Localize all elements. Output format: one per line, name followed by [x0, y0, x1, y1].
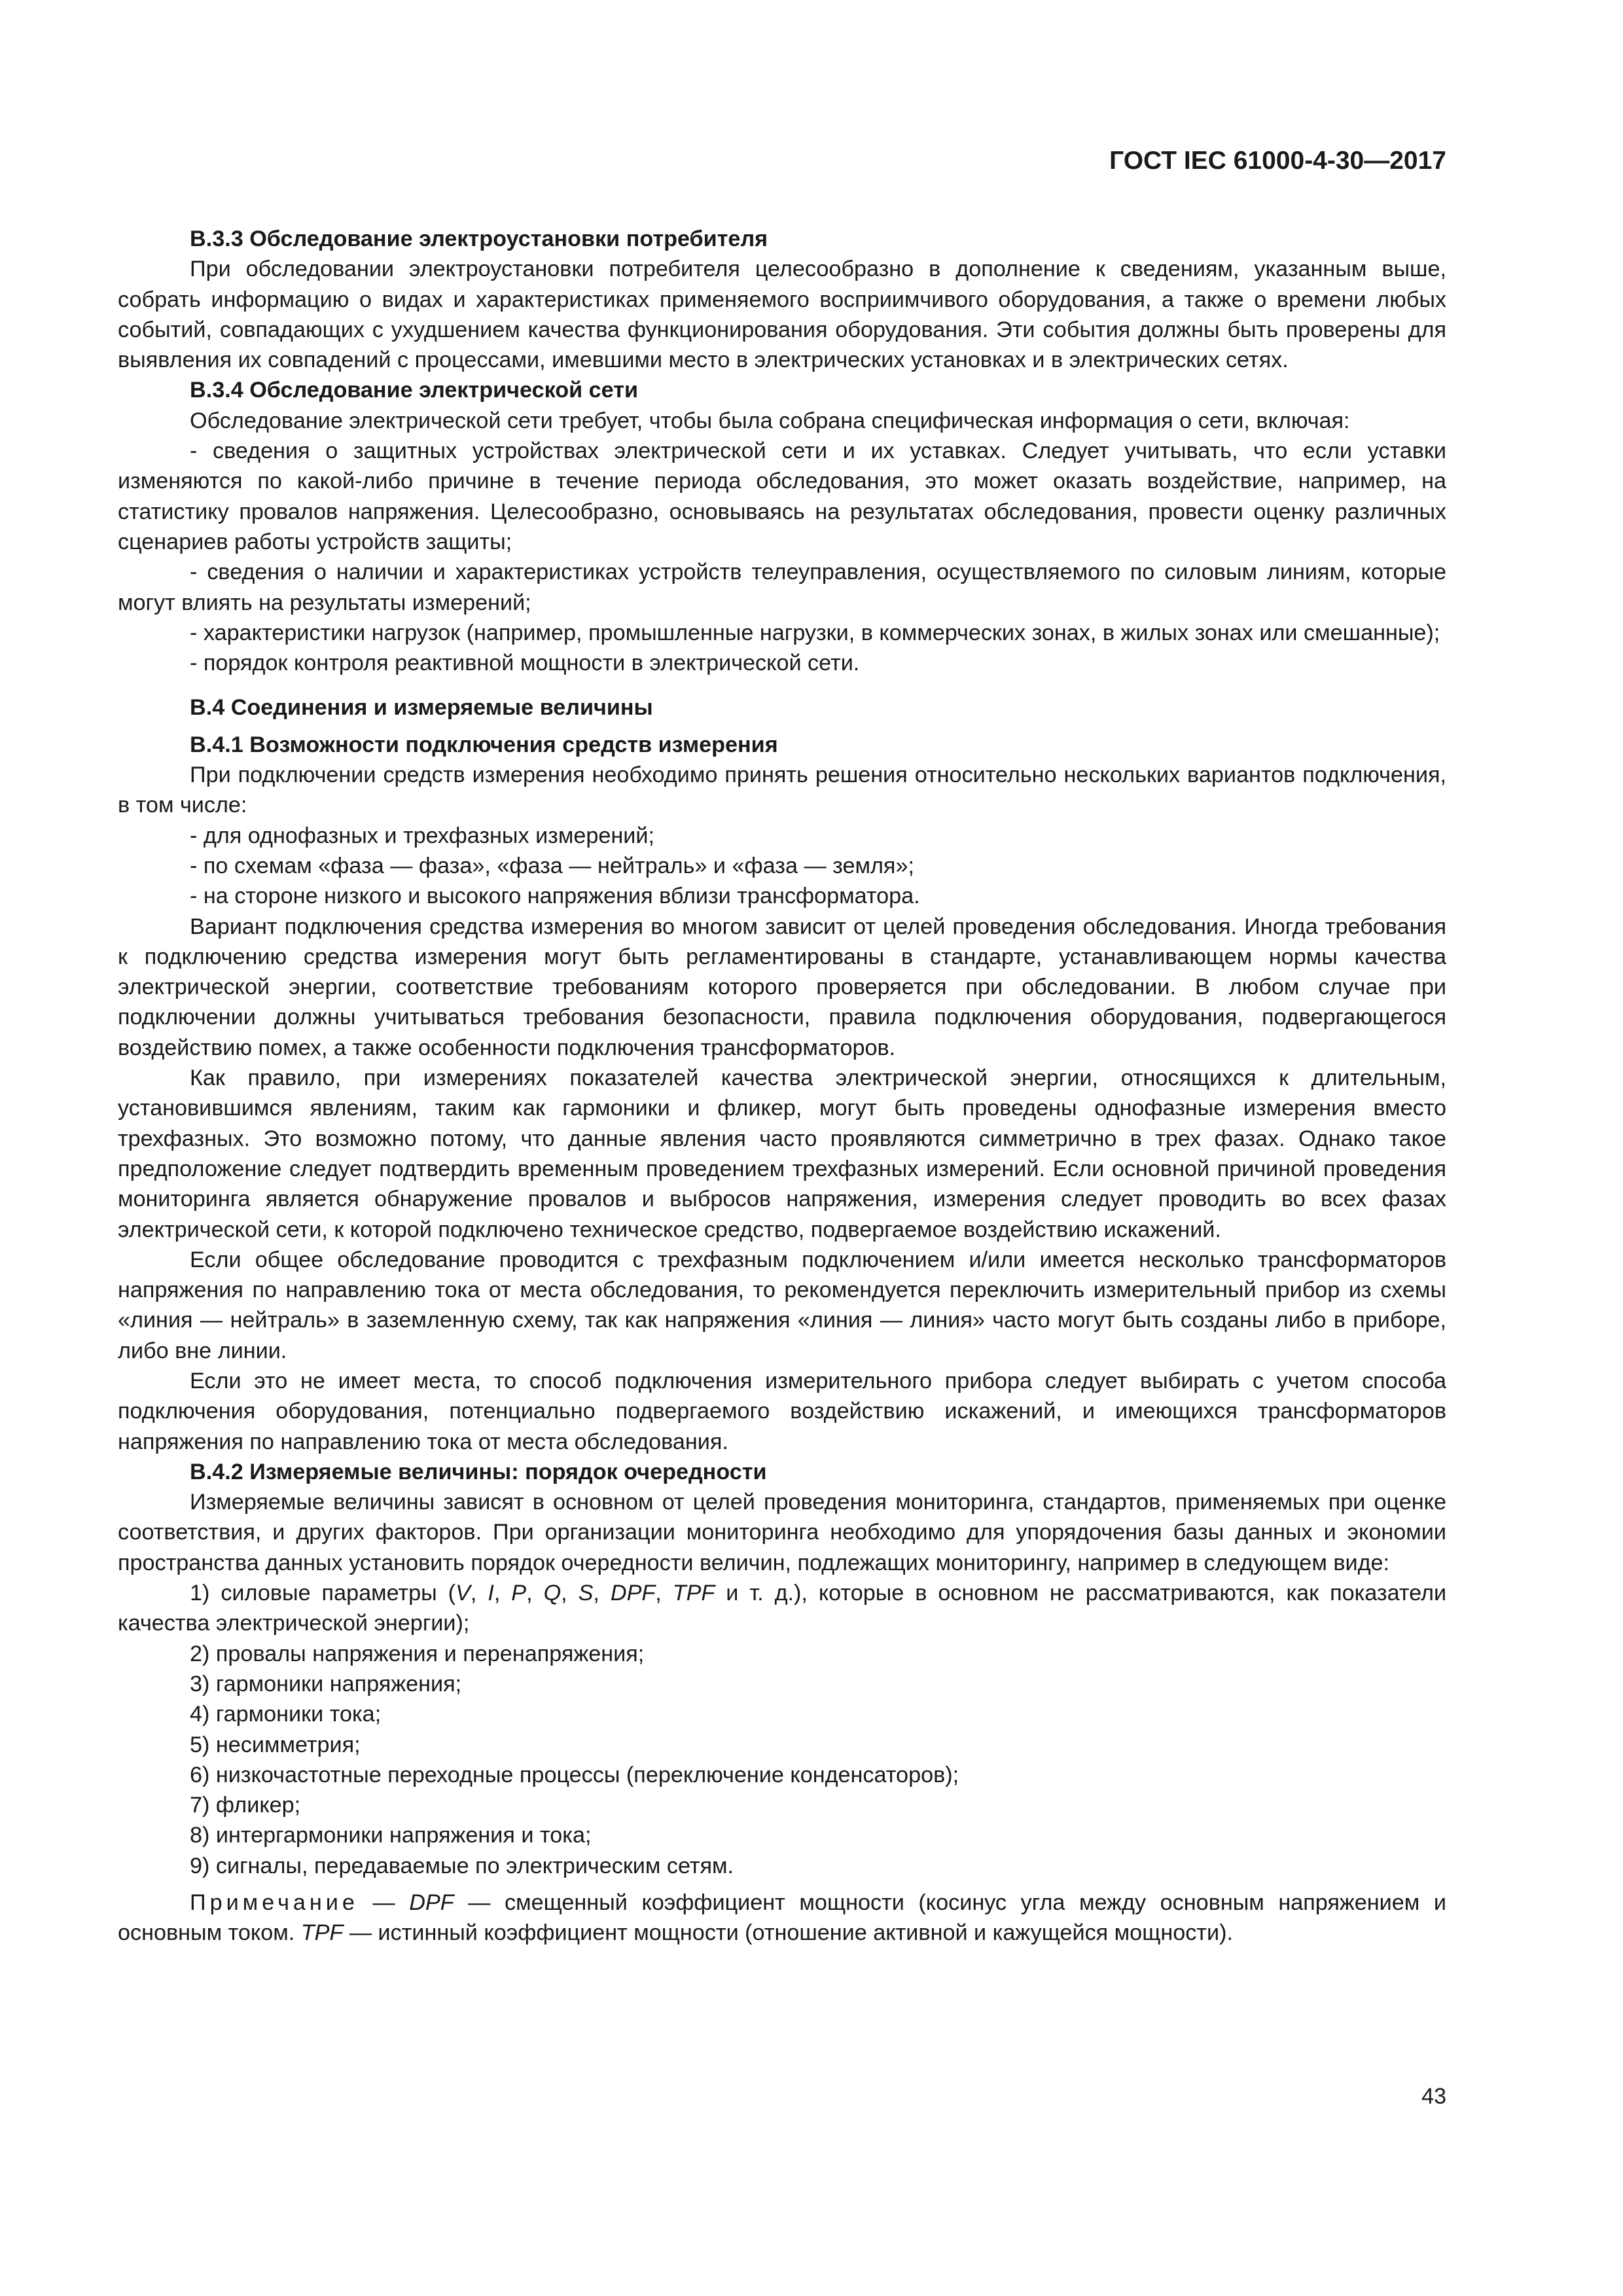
list-item: 9) сигналы, передаваемые по электрическим сетям. [190, 1853, 734, 1878]
text-span: — [358, 1890, 410, 1916]
list-item: - на стороне низкого и высокого напряжения вблизи трансформатора. [190, 884, 920, 909]
text-span: — истинный коэффициент мощности (отношение активной и кажущейся мощности). [343, 1920, 1233, 1946]
page-number: 43 [1421, 2084, 1446, 2109]
paragraph: Обследование электрической сети требует, чтобы была собрана специфическая информация о сети, включая: [190, 408, 1350, 433]
symbol-dpf: DPF [409, 1890, 454, 1916]
list-item: - характеристики нагрузок (например, промышленные нагрузки, в коммерческих зонах, в жилых зонах или смешанные); [190, 620, 1440, 645]
list-item: 8) интергармоники напряжения и тока; [190, 1823, 592, 1848]
paragraph: При подключении средств измерения необходимо принять решения относительно нескольких вариантов подключения, в том числе: [118, 762, 1446, 818]
list-item: - по схемам «фаза — фаза», «фаза — нейтраль» и «фаза — земля»; [190, 853, 914, 878]
document-header: ГОСТ IEC 61000-4-30—2017 [1109, 147, 1446, 175]
text-span: , [593, 1581, 611, 1606]
list-item: 5) несимметрия; [190, 1732, 361, 1757]
text-span: — смещенный коэффициент мощности (косинус угла между основным напряжением и основным током. [118, 1890, 1446, 1946]
paragraph: Вариант подключения средства измерения во многом зависит от целей проведения обследования. Иногда требования к подключению средства измерения могут быть регламентированы в стандарте, устанавливающем нормы качества электрической энергии, соответствие требованиям которого проверяется при обследовании. В любом случае при подключении должны учитываться требования безопасности, правила подключения оборудования, подвергающегося воздействию помех, а также особенности подключения трансформаторов. [118, 914, 1446, 1060]
section-heading-b42: В.4.2 Измеряемые величины: порядок очередности [190, 1459, 767, 1484]
text-span: , [470, 1581, 488, 1606]
note-label: Примечание [190, 1890, 359, 1916]
paragraph: Если это не имеет места, то способ подключения измерительного прибора следует выбирать с учетом способа подключения оборудования, потенциально подвергаемого воздействию искажений, и имеющихся трансформаторов напряжения по направлению тока от места обследования. [118, 1368, 1446, 1454]
paragraph: Если общее обследование проводится с трехфазным подключением и/или имеется несколько трансформаторов напряжения по направлению тока от места обследования, то рекомендуется переключить измерительный прибор из схемы «линия — нейтраль» в заземленную схему, так как напряжения «линия — линия» часто могут быть созданы либо в приборе, либо вне линии. [118, 1247, 1446, 1363]
symbol-tpf: TPF [672, 1581, 715, 1606]
list-item: 2) провалы напряжения и перенапряжения; [190, 1641, 645, 1666]
symbol-tpf: TPF [300, 1920, 344, 1946]
note [118, 1888, 1446, 1948]
list-item: - сведения о наличии и характеристиках устройств телеуправления, осуществляемого по силовым линиям, которые могут влиять на результаты измерений; [118, 560, 1446, 615]
paragraph: Измеряемые величины зависят в основном от целей проведения мониторинга, стандартов, применяемых при оценке соответствия, и других факторов. При организации мониторинга необходимо для упорядочения базы данных и экономии пространства данных установить порядок очередности величин, подлежащих мониторингу, например в следующем виде: [118, 1490, 1446, 1575]
paragraph: Как правило, при измерениях показателей качества электрической энергии, относящихся к длительным, установившимся явлениям, таким как гармоники и фликер, могут быть проведены однофазные измерения вместо трехфазных. Это возможно потому, что данные явления часто проявляются симметрично в трех фазах. Однако такое предположение следует подтвердить временным проведением трехфазных измерений. Если основной причиной проведения мониторинга является обнаружение провалов и выбросов напряжения, измерения следует проводить во всех фазах электрической сети, к которой подключено техническое средство, подвергаемое воздействию искажений. [118, 1066, 1446, 1242]
section-heading-b33: В.3.3 Обследование электроустановки потребителя [190, 226, 768, 251]
symbol-v: V [455, 1581, 471, 1606]
list-item [118, 1578, 1446, 1639]
symbol-i: I [488, 1581, 494, 1606]
text-span: , [561, 1581, 579, 1606]
text-span: , [655, 1581, 673, 1606]
section-heading-b4: В.4 Соединения и измеряемые величины [190, 695, 653, 721]
symbol-q: Q [543, 1581, 562, 1606]
section-heading-b41: В.4.1 Возможности подключения средств измерения [190, 732, 778, 757]
text-span: , [526, 1581, 544, 1606]
symbol-s: S [578, 1581, 594, 1606]
paragraph: При обследовании электроустановки потребителя целесообразно в дополнение к сведениям, указанным выше, собрать информацию о видах и характеристиках применяемого восприимчивого оборудования, а также о времени любых событий, совпадающих с ухудшением качества функционирования оборудования. Эти события должны быть проверены для выявления их совпадений с процессами, имевшими место в электрических установках и в электрических сетях. [118, 257, 1446, 373]
list-item: - порядок контроля реактивной мощности в электрической сети. [190, 651, 860, 676]
symbol-dpf: DPF [610, 1581, 656, 1606]
text-span: 1) силовые параметры ( [190, 1581, 456, 1606]
text-span: и т. д.), которые в основном не рассматриваются, как показатели качества электрической энергии); [118, 1581, 1447, 1636]
list-item: 4) гармоники тока; [190, 1702, 382, 1727]
list-item: 7) фликер; [190, 1793, 301, 1818]
list-item: - для однофазных и трехфазных измерений; [190, 823, 654, 848]
section-heading-b34: В.3.4 Обследование электрической сети [190, 378, 638, 403]
list-item: - сведения о защитных устройствах электрической сети и их уставках. Следует учитывать, что если уставки изменяются по какой-либо причине в течение периода обследования, это может оказать воздействие, например, на статистику провалов напряжения. Целесообразно, основываясь на результатах обследования, провести оценку различных сценариев работы устройств защиты; [118, 439, 1446, 554]
document-body [118, 224, 1446, 1948]
list-item: 3) гармоники напряжения; [190, 1671, 462, 1696]
list-item: 6) низкочастотные переходные процессы (переключение конденсаторов); [190, 1762, 959, 1787]
symbol-p: P [511, 1581, 527, 1606]
text-span: , [493, 1581, 512, 1606]
